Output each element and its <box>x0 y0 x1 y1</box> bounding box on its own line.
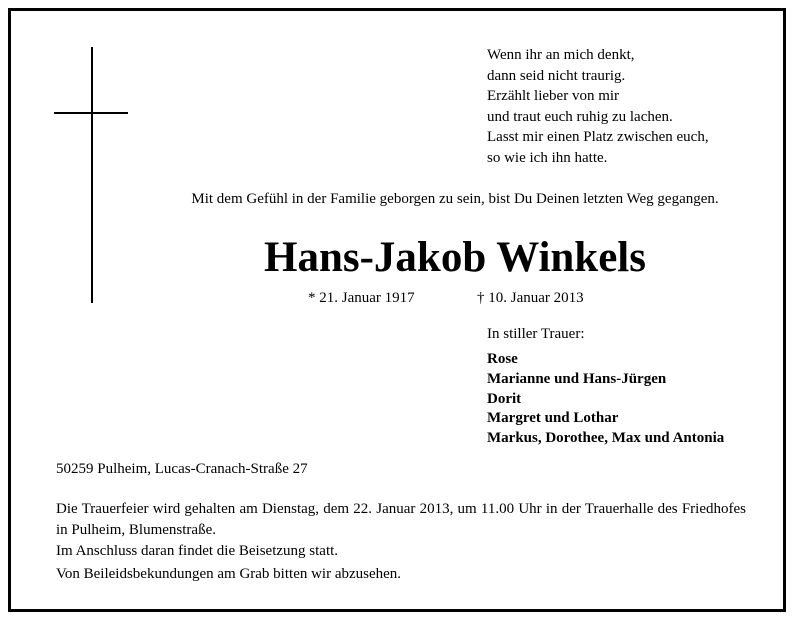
service-info: Die Trauerfeier wird gehalten am Dienstag, dem 22. Januar 2013, um 11.00 Uhr in der Trauerhalle des Friedhofes in Pulheim, Blumenstraße. <box>56 501 746 538</box>
obituary-notice <box>8 8 786 612</box>
poem-line: Erzählt lieber von mir <box>487 88 620 105</box>
deceased-name: Hans-Jakob Winkels <box>264 234 646 281</box>
cross-icon-bar <box>54 112 128 114</box>
mourner: Rose <box>487 351 518 367</box>
mourner: Margret und Lothar <box>487 410 619 427</box>
address: 50259 Pulheim, Lucas-Cranach-Straße 27 <box>56 461 308 477</box>
mourner: Dorit <box>487 390 522 407</box>
poem-line: und traut euch ruhig zu lachen. <box>487 108 673 125</box>
motto: Mit dem Gefühl in der Familie geborgen zu sein, bist Du Deinen letzten Weg gegangen. <box>191 191 719 207</box>
mourning-heading: In stiller Trauer: <box>487 326 585 342</box>
mourner: Markus, Dorothee, Max und Antonia <box>487 430 725 447</box>
mourner: Marianne und Hans-Jürgen <box>487 370 667 387</box>
birth-date: * 21. Januar 1917 <box>308 290 415 306</box>
poem <box>487 45 709 169</box>
death-date: † 10. Januar 2013 <box>477 290 584 306</box>
poem-line: Wenn ihr an mich denkt, <box>487 47 635 63</box>
poem-line: Lasst mir einen Platz zwischen euch, <box>487 129 709 146</box>
condolence-note: Von Beileidsbekundungen am Grab bitten wir abzusehen. <box>56 566 402 582</box>
poem-line: so wie ich ihn hatte. <box>487 149 608 166</box>
mourners-list <box>487 350 724 449</box>
burial-info: Im Anschluss daran findet die Beisetzung statt. <box>56 543 339 559</box>
poem-line: dann seid nicht traurig. <box>487 67 626 84</box>
